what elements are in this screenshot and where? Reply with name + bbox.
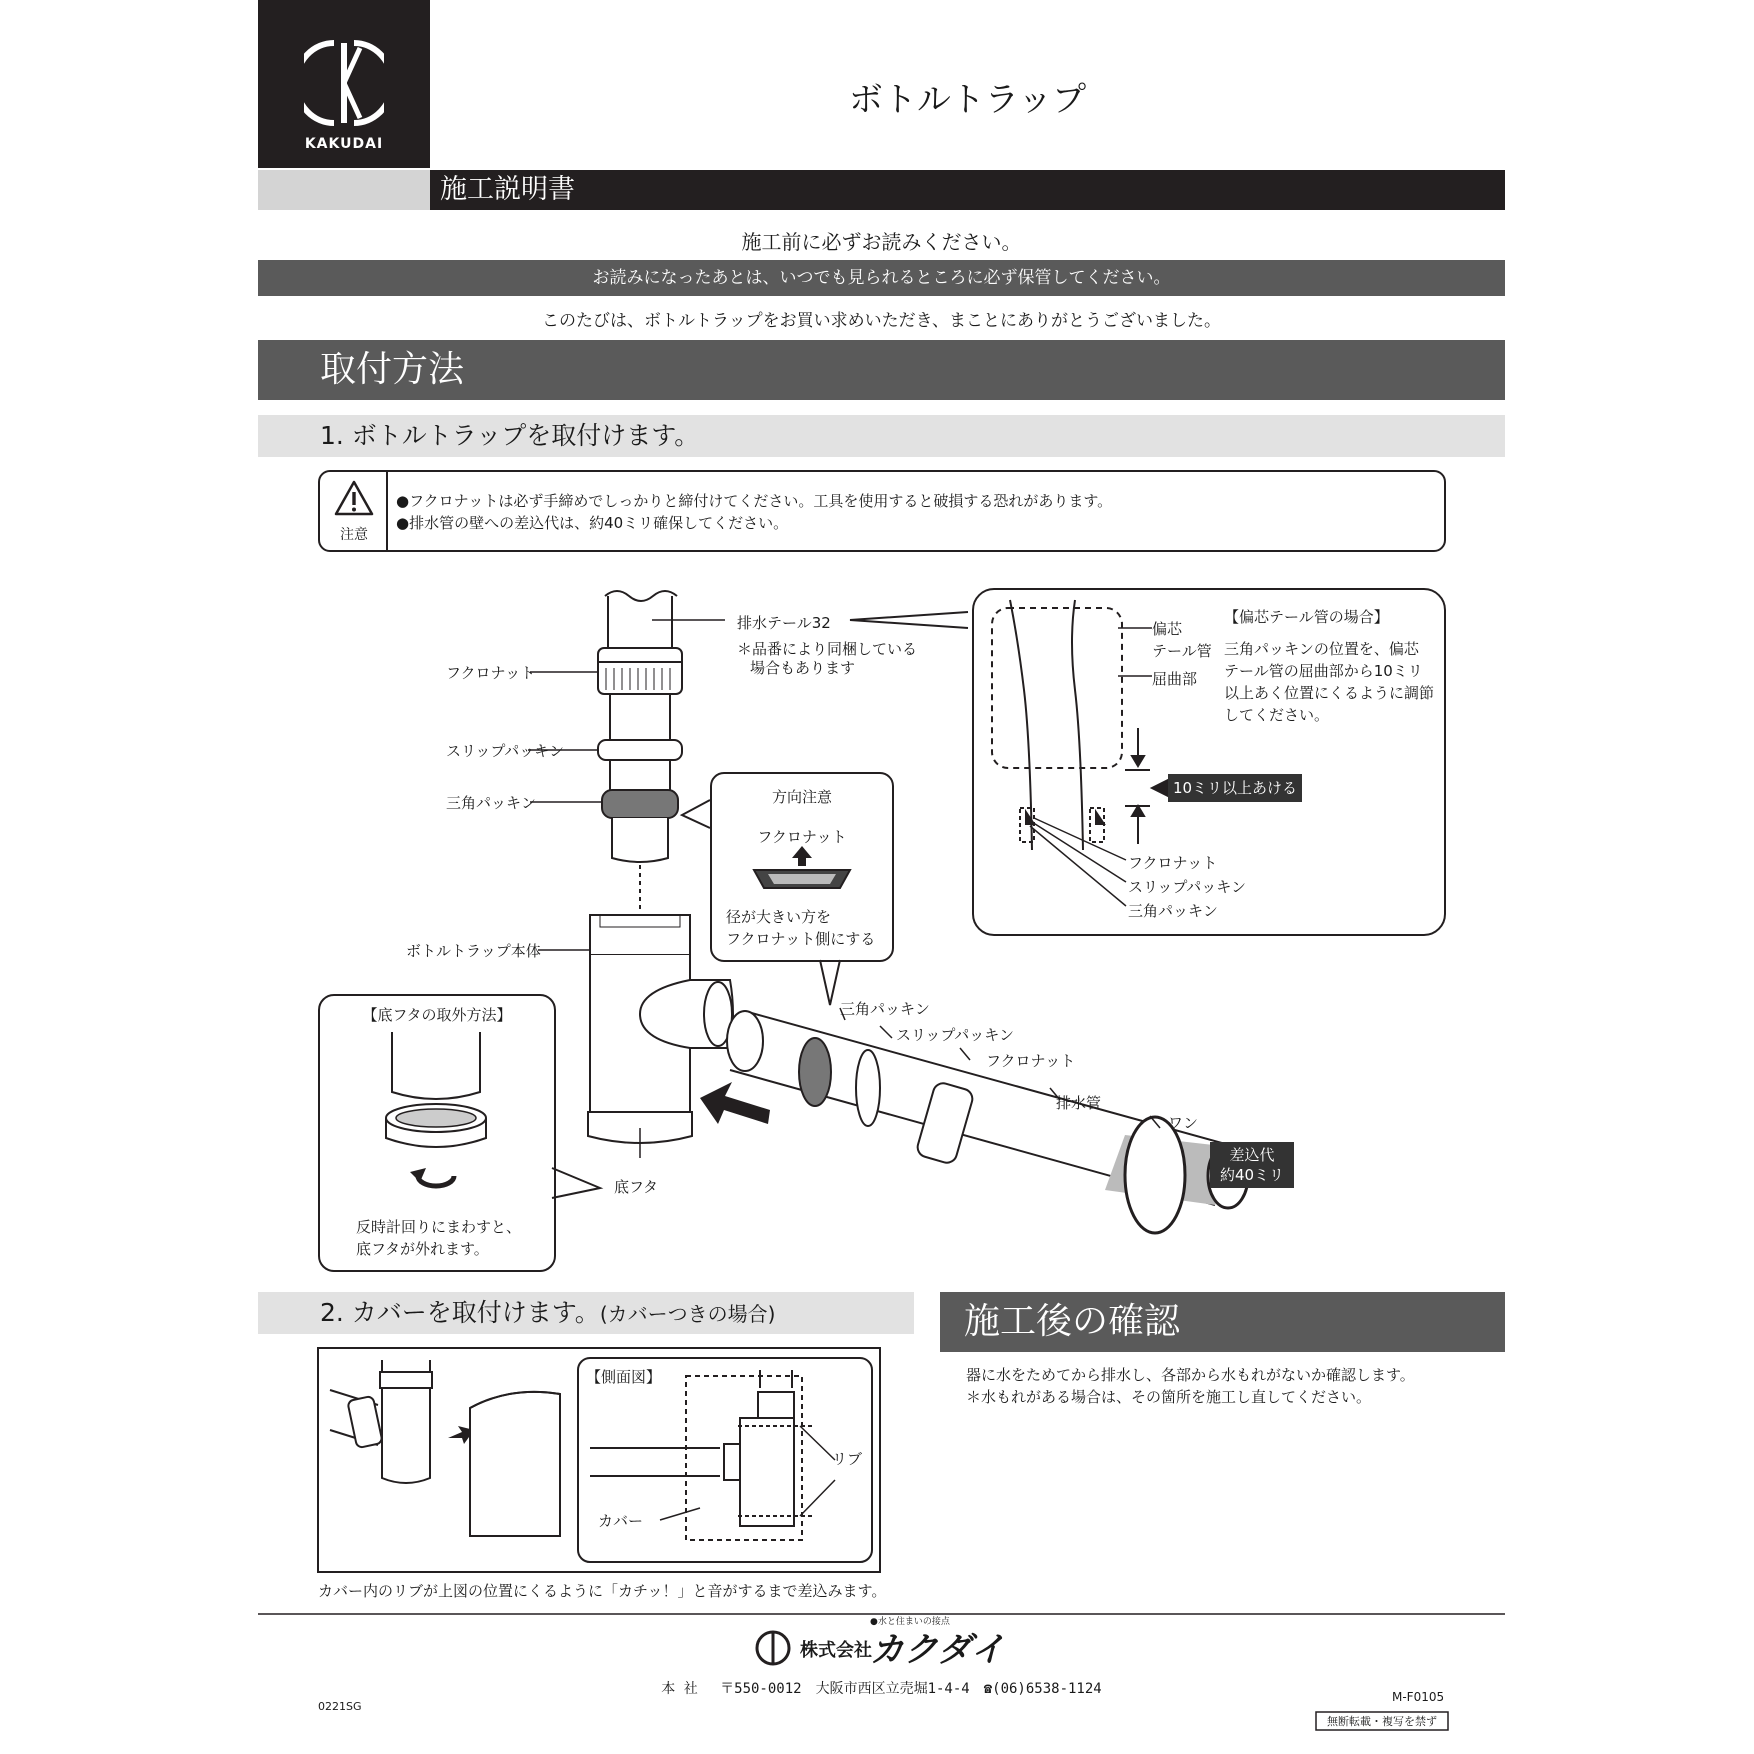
caution-item-2: ●排水管の壁への差込代は、約40ミリ確保してください。 — [396, 514, 789, 532]
product-title: ボトルトラップ — [848, 80, 1087, 120]
cover-label: カバー — [598, 1512, 644, 1530]
offset-label-triangle-packing: 三角パッキン — [1128, 902, 1218, 920]
cover-note: カバー内のリブが上図の位置にくるように「カチッ！」と音がするまで差込みます。 — [318, 1582, 887, 1600]
offset-desc-4: してください。 — [1224, 706, 1330, 724]
keep-notice: お読みになったあとは、いつでも見られるところに必ず保管してください。 — [258, 260, 1505, 296]
caution-item-1: ●フクロナットは必ず手締めでしっかりと締付けてください。工具を使用すると破損する恐れがあります。 — [396, 492, 1113, 510]
footer-logo-icon — [757, 1632, 789, 1664]
check-line-2: ＊水もれがある場合は、その箇所を施工し直してください。 — [966, 1388, 1372, 1406]
label-triangle-packing-side: 三角パッキン — [840, 1000, 930, 1018]
doc-type: 施工説明書 — [430, 170, 1505, 210]
check-line-1: 器に水をためてから排水し、各部から水もれがないか確認します。 — [966, 1366, 1415, 1384]
rib-label: リブ — [832, 1450, 863, 1468]
step2-title — [258, 1292, 914, 1334]
cap-note-2: 底フタが外れます。 — [356, 1240, 489, 1258]
offset-desc-2: テール管の屈曲部から10ミリ — [1224, 662, 1423, 680]
cap-note-1: 反時計回りにまわすと、 — [356, 1218, 522, 1236]
side-view-title: 【側面図】 — [586, 1368, 662, 1386]
direction-note-1: 径が大きい方を — [726, 908, 832, 926]
insert-depth-tag — [1210, 1142, 1294, 1188]
bend-label: 屈曲部 — [1152, 670, 1198, 688]
offset-desc-3: 以上あく位置にくるように調節 — [1224, 684, 1435, 702]
label-slip-packing: スリップパッキン — [446, 742, 565, 760]
section-title-check: 施工後の確認 — [940, 1292, 1505, 1352]
cap-box-title: 【底フタの取外方法】 — [362, 1006, 512, 1024]
tail-label: 排水テール32 — [737, 614, 831, 632]
doc-code: M-F0105 — [1392, 1690, 1445, 1704]
cover-part — [470, 1392, 560, 1536]
copyright-notice: 無断転載・複写を禁ず — [1327, 1715, 1437, 1728]
insert-tag-line-2: 約40ミリ — [1219, 1166, 1285, 1184]
label-fukuro-nut-side: フクロナット — [986, 1052, 1076, 1070]
flange-ring — [1125, 1117, 1185, 1233]
offset-box-title: 【偏芯テール管の場合】 — [1224, 608, 1389, 626]
cap-removal-diagram — [374, 1032, 498, 1202]
step2-title-sub: (カバーつきの場合) — [599, 1302, 776, 1326]
caution-label: 注意 — [340, 527, 368, 543]
step2-title-main: 2. カバーを取付けます。 — [320, 1298, 600, 1327]
fukuro-nut-top — [598, 648, 682, 694]
offset-label-slip-packing: スリップパッキン — [1128, 878, 1247, 896]
print-code: 0221SG — [318, 1700, 362, 1713]
thanks-text: このたびは、ボトルトラップをお買い求めいただき、まことにありがとうございました。 — [542, 311, 1221, 331]
label-triangle-packing: 三角パッキン — [446, 794, 536, 812]
insert-tag-line-1: 差込代 — [1229, 1146, 1275, 1164]
footer-address: 本 社 〒550-0012 大阪市西区立売堀1-4-4 ☎(06)6538-1124 — [661, 1681, 1102, 1697]
footer-tagline: ●水と住まいの接点 — [870, 1617, 950, 1627]
slip-packing-top — [598, 740, 682, 760]
offset-label-2: テール管 — [1152, 642, 1212, 660]
footer-company-name: カクダイ — [870, 1630, 1005, 1670]
up-arrow-icon — [792, 846, 812, 866]
direction-diagram — [752, 846, 852, 890]
rotate-ccw-icon — [410, 1168, 454, 1186]
offset-desc-1: 三角パッキンの位置を、偏芯 — [1224, 640, 1419, 658]
label-bottom-cap: 底フタ — [614, 1178, 658, 1196]
direction-nut-label: フクロナット — [757, 828, 847, 846]
footer-company-prefix: 株式会社 — [800, 1640, 872, 1661]
direction-title: 方向注意 — [771, 788, 832, 806]
offset-label-fukuro-nut: フクロナット — [1128, 854, 1218, 872]
slip-packing-side — [856, 1050, 880, 1126]
read-before-notice: 施工前に必ずお読みください。 — [741, 230, 1022, 254]
direction-note-2: フクロナット側にする — [726, 930, 876, 948]
fukuro-nut-side — [915, 1081, 974, 1165]
triangle-packing-side — [799, 1038, 831, 1106]
logo-text: KAKUDAI — [304, 136, 384, 152]
tail-pipe-cut — [605, 591, 677, 601]
label-trap-body: ボトルトラップ本体 — [406, 942, 541, 960]
tail-note-1: ＊品番により同梱している — [737, 640, 918, 658]
label-fukuro-nut: フクロナット — [446, 664, 536, 682]
label-flange: ワン — [1168, 1114, 1199, 1132]
label-slip-packing-side: スリップパッキン — [896, 1026, 1015, 1044]
offset-label-1: 偏芯 — [1152, 620, 1183, 638]
gap-tag: 10ミリ以上あける — [1168, 774, 1302, 802]
triangle-packing-top — [602, 790, 678, 818]
insert-arrow-icon — [700, 1082, 770, 1124]
step1-title: 1. ボトルトラップを取付けます。 — [258, 415, 1505, 457]
section-title-install: 取付方法 — [258, 340, 1505, 400]
tail-note-2: 場合もあります — [750, 659, 856, 677]
label-drain-pipe: 排水管 — [1056, 1094, 1102, 1112]
